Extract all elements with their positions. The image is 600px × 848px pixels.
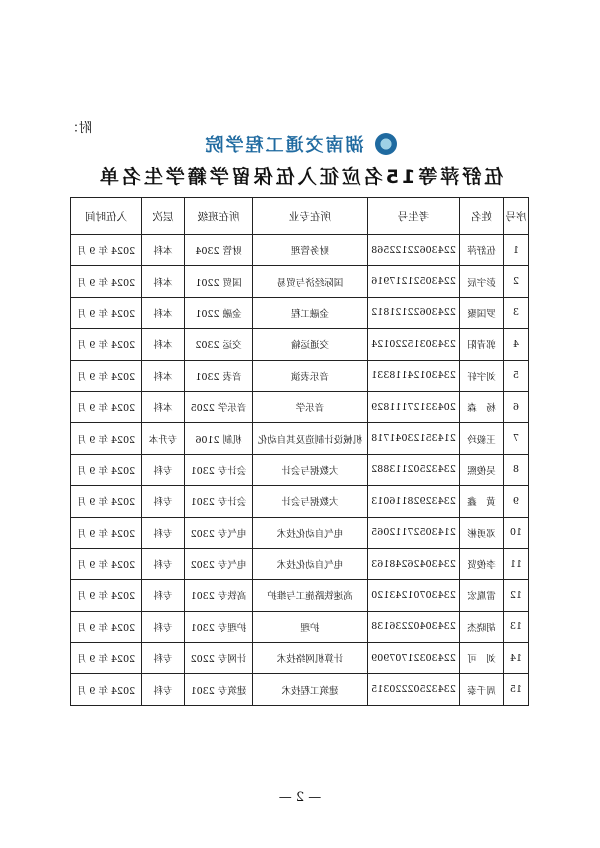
cell-exam-id: 23432502220315 [368,674,460,705]
cell-name: 彭宇辰 [460,266,504,297]
cell-enlist-date: 2024 年 9 月 [71,423,142,454]
cell-exam-id: 23430124118331 [368,360,460,391]
cell-exam-id: 23430402236138 [368,611,460,642]
cell-seq: 2 [504,266,529,297]
table-header-row [71,198,529,235]
cell-class: 交运 2302 [185,329,253,360]
header-class: 所在班级 [185,198,253,235]
cell-class: 财管 2304 [185,235,253,266]
attachment-label: 附： [65,121,92,136]
cell-enlist-date: 2024 年 9 月 [71,454,142,485]
cell-name: 郭青阳 [460,329,504,360]
cell-major: 金融工程 [253,297,368,328]
school-header [0,131,600,157]
cell-seq: 12 [504,580,529,611]
cell-enlist-date: 2024 年 9 月 [71,611,142,642]
header-enlist-date: 入伍时间 [71,198,142,235]
cell-enlist-date: 2024 年 9 月 [71,548,142,579]
table-row [71,235,529,266]
table-row [71,297,529,328]
table-row [71,517,529,548]
cell-seq: 11 [504,548,529,579]
cell-enlist-date: 2024 年 9 月 [71,266,142,297]
table-row [71,391,529,422]
cell-name: 周千泰 [460,674,504,705]
cell-exam-id: 21435123041718 [368,423,460,454]
cell-seq: 14 [504,643,529,674]
table-row [71,580,529,611]
cell-exam-id: 23430701243120 [368,580,460,611]
cell-class: 机制 2106 [185,423,253,454]
table-row [71,674,529,705]
cell-enlist-date: 2024 年 9 月 [71,391,142,422]
header-level: 层次 [142,198,185,235]
student-table [70,197,529,706]
cell-seq: 1 [504,235,529,266]
cell-seq: 4 [504,329,529,360]
document-title: 伍舒萍等15名应征入伍保留学籍学生名单 [96,166,504,188]
cell-enlist-date: 2024 年 9 月 [71,329,142,360]
cell-class: 音乐学 2205 [185,391,253,422]
cell-major: 护理 [253,611,368,642]
cell-enlist-date: 2024 年 9 月 [71,297,142,328]
cell-class: 建筑专 2301 [185,674,253,705]
cell-exam-id: 23430315220124 [368,329,460,360]
cell-class: 计网专 2202 [185,643,253,674]
table-row [71,611,529,642]
cell-seq: 6 [504,391,529,422]
cell-enlist-date: 2024 年 9 月 [71,580,142,611]
cell-exam-id: 20433127111829 [368,391,460,422]
cell-level: 本科 [142,391,185,422]
cell-major: 机械设计制造及其自动化 [253,423,368,454]
cell-major: 建筑工程技术 [253,674,368,705]
cell-level: 本科 [142,235,185,266]
cell-name: 杨 森 [460,391,504,422]
cell-level: 专科 [142,548,185,579]
cell-major: 国际经济与贸易 [253,266,368,297]
cell-name: 吴俊熙 [460,454,504,485]
cell-level: 专科 [142,674,185,705]
table-row [71,548,529,579]
cell-exam-id: 21430527112065 [368,517,460,548]
table-row [71,360,529,391]
cell-enlist-date: 2024 年 9 月 [71,235,142,266]
cell-class: 会计专 2301 [185,454,253,485]
page-number: — 2 — [278,790,322,805]
cell-name: 李俊贤 [460,548,504,579]
cell-major: 大数据与会计 [253,454,368,485]
cell-seq: 15 [504,674,529,705]
cell-name: 刘宇轩 [460,360,504,391]
table-row [71,454,529,485]
cell-name: 胡晓杰 [460,611,504,642]
cell-level: 本科 [142,329,185,360]
cell-enlist-date: 2024 年 9 月 [71,643,142,674]
cell-name: 雷胤宏 [460,580,504,611]
cell-class: 会计专 2301 [185,486,253,517]
cell-exam-id: 22430622122568 [368,235,460,266]
cell-exam-id: 23432502113882 [368,454,460,485]
header-seq: 序号 [504,198,529,235]
cell-exam-id: 22430622121812 [368,297,460,328]
cell-class: 电气专 2302 [185,517,253,548]
cell-name: 邓勇彬 [460,517,504,548]
table-row [71,329,529,360]
cell-class: 护理专 2301 [185,611,253,642]
cell-level: 专科 [142,643,185,674]
cell-name: 黄 鑫 [460,486,504,517]
cell-class: 金融 2201 [185,297,253,328]
cell-level: 专科 [142,486,185,517]
cell-name: 刘 可 [460,643,504,674]
cell-seq: 13 [504,611,529,642]
cell-enlist-date: 2024 年 9 月 [71,674,142,705]
cell-level: 专科 [142,517,185,548]
cell-seq: 8 [504,454,529,485]
cell-level: 专科 [142,580,185,611]
cell-seq: 5 [504,360,529,391]
header-name: 姓名 [460,198,504,235]
cell-level: 本科 [142,360,185,391]
cell-name: 罗国聚 [460,297,504,328]
cell-major: 计算机网络技术 [253,643,368,674]
cell-class: 高铁专 2301 [185,580,253,611]
cell-major: 大数据与会计 [253,486,368,517]
cell-class: 电气专 2302 [185,548,253,579]
cell-exam-id: 22430321707909 [368,643,460,674]
cell-enlist-date: 2024 年 9 月 [71,486,142,517]
cell-exam-id: 23432928116013 [368,486,460,517]
cell-major: 财务管理 [253,235,368,266]
table-row [71,423,529,454]
cell-major: 音乐表演 [253,360,368,391]
cell-class: 音表 2301 [185,360,253,391]
header-major: 所在专业 [253,198,368,235]
cell-level: 专科 [142,611,185,642]
cell-enlist-date: 2024 年 9 月 [71,360,142,391]
cell-seq: 9 [504,486,529,517]
school-name: 湖南交通工程学院 [203,135,364,156]
cell-level: 专升本 [142,423,185,454]
table-row [71,486,529,517]
cell-major: 电气自动化技术 [253,517,368,548]
cell-major: 高速铁路施工与维护 [253,580,368,611]
cell-level: 本科 [142,297,185,328]
cell-major: 电气自动化技术 [253,548,368,579]
table-row [71,266,529,297]
cell-name: 王毅玲 [460,423,504,454]
cell-exam-id: 22430521217916 [368,266,460,297]
cell-major: 音乐学 [253,391,368,422]
cell-seq: 10 [504,517,529,548]
cell-level: 本科 [142,266,185,297]
cell-seq: 3 [504,297,529,328]
cell-enlist-date: 2024 年 9 月 [71,517,142,548]
header-exam-id: 考生号 [368,198,460,235]
table-row [71,643,529,674]
school-logo-icon [375,133,397,155]
cell-seq: 7 [504,423,529,454]
cell-name: 伍舒萍 [460,235,504,266]
cell-level: 专科 [142,454,185,485]
cell-class: 国贸 2201 [185,266,253,297]
cell-major: 交通运输 [253,329,368,360]
cell-exam-id: 23430426248163 [368,548,460,579]
